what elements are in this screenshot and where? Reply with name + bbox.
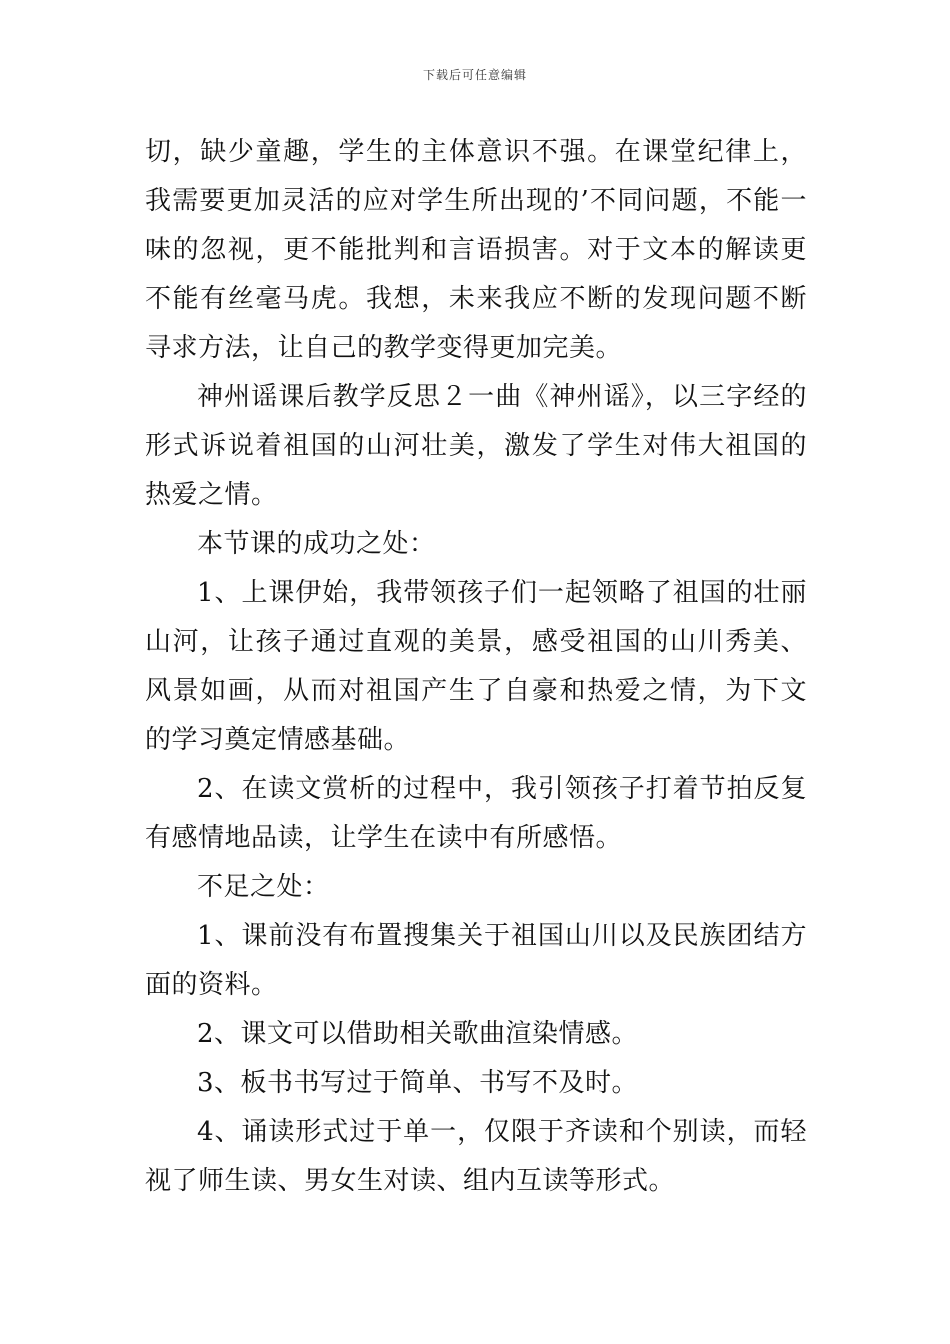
list-item-shortcoming-1: 1、课前没有布置搜集关于祖国山川以及民族团结方面的资料。 [145, 921, 807, 1000]
page-header: 下载后可任意编辑 [422, 68, 527, 82]
list-item-success-2: 2、在读文赏析的过程中，我引领孩子打着节拍反复有感情地品读，让学生在读中有所感悟。 [145, 774, 807, 853]
list-item-success-1: 1、上课伊始，我带领孩子们一起领略了祖国的壮丽山河，让孩子通过直观的美景，感受祖国的山川秀美、风景如画，从而对祖国产生了自豪和热爱之情，为下文的学习奠定情感基础。 [145, 578, 807, 755]
section-heading-success: 本节课的成功之处： [197, 529, 436, 559]
list-item-shortcoming-3: 3、板书书写过于简单、书写不及时。 [197, 1068, 639, 1098]
list-item-shortcoming-4: 4、诵读形式过于单一，仅限于齐读和个别读，而轻视了师生读、男女生对读、组内互读等形式。 [145, 1117, 807, 1196]
section-heading-shortcomings: 不足之处： [197, 872, 330, 902]
paragraph-continuation: 切，缺少童趣，学生的主体意识不强。在课堂纪律上，我需要更加灵活的应对学生所出现的’不同问题，不能一味的忽视，更不能批判和言语损害。对于文本的解读更不能有丝毫马虎。我想，未来我应不断的发现问题不断寻求方法，让自己的教学变得更加完美。 [145, 137, 807, 363]
list-item-shortcoming-2: 2、课文可以借助相关歌曲渲染情感。 [197, 1019, 639, 1049]
document-body [145, 128, 807, 1206]
paragraph-intro: 神州谣课后教学反思２一曲《神州谣》，以三字经的形式诉说着祖国的山河壮美，激发了学生对伟大祖国的热爱之情。 [145, 382, 807, 510]
